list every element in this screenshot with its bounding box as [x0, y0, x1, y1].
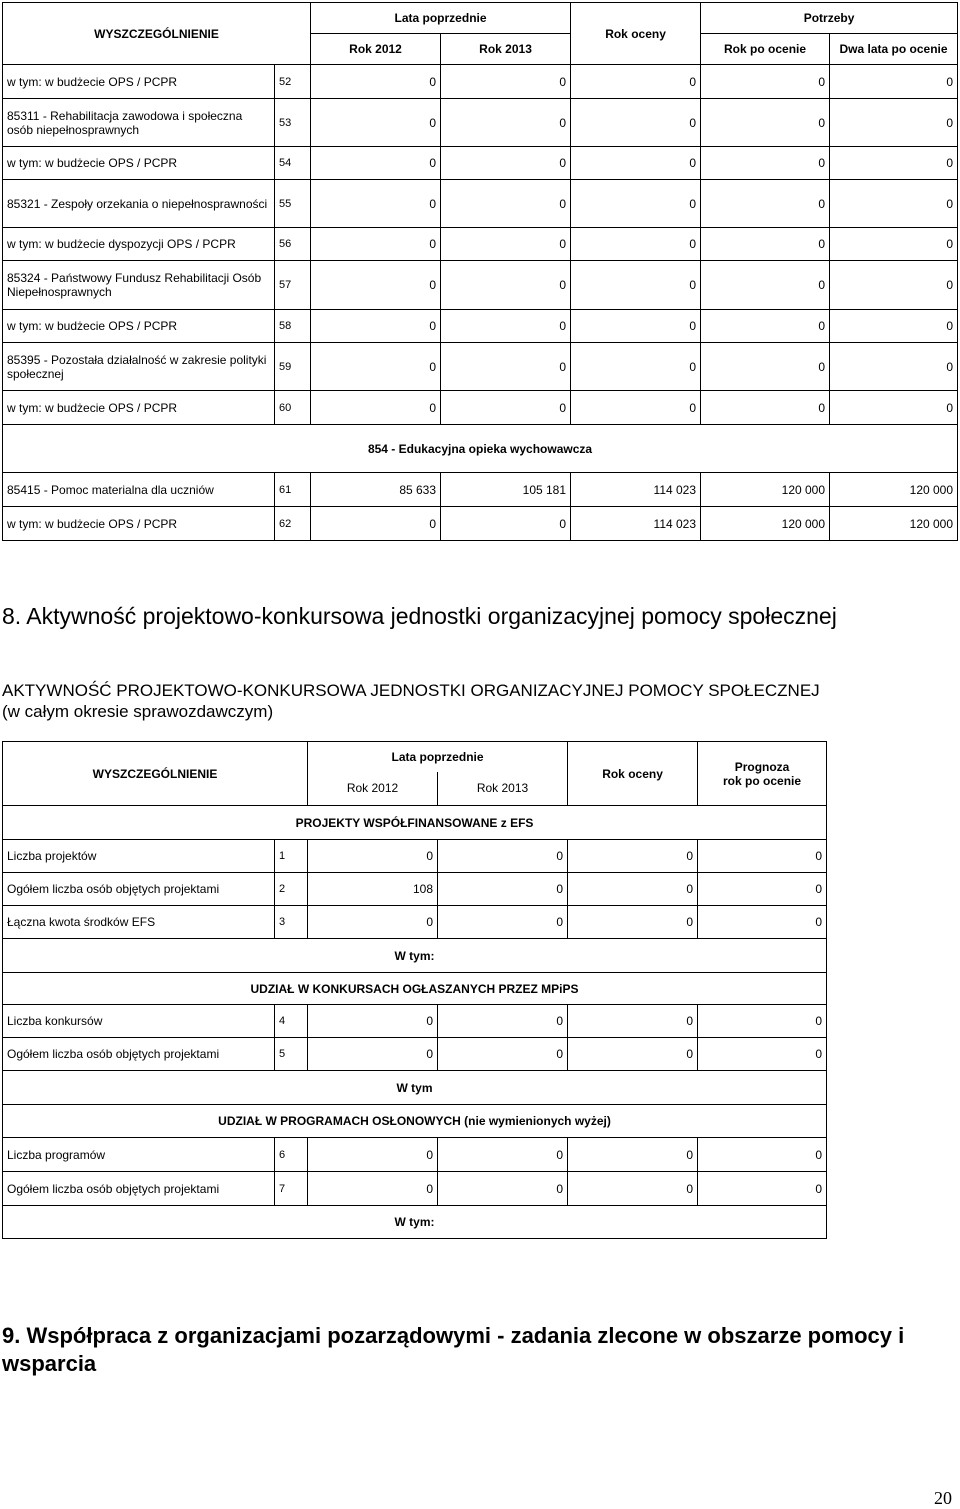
table-row: [3, 473, 958, 507]
t2-header-rok-2013: Rok 2013: [438, 772, 568, 806]
header-rok-2012: Rok 2012: [311, 34, 441, 65]
row-number: 7: [275, 1172, 308, 1206]
row-number: 4: [275, 1005, 308, 1038]
row-value: 0: [571, 261, 701, 310]
row-value: 0: [308, 906, 438, 939]
section-mpips-header: UDZIAŁ W KONKURSACH OGŁASZANYCH PRZEZ MPiPS: [3, 973, 827, 1005]
w-tym-row: W tym:: [3, 939, 827, 973]
row-value: 0: [571, 391, 701, 425]
row-number: 62: [275, 507, 311, 541]
w-tym-row: W tym:: [3, 1206, 827, 1239]
row-value: 0: [571, 180, 701, 228]
row-number: 54: [275, 147, 311, 180]
row-value: 0: [311, 310, 441, 343]
row-label: w tym: w budżecie OPS / PCPR: [3, 507, 275, 541]
section-854-header: 854 - Edukacyjna opieka wychowawcza: [3, 425, 958, 473]
w-tym-row: W tym: [3, 1071, 827, 1105]
row-value: 0: [568, 1172, 698, 1206]
row-number: 59: [275, 343, 311, 391]
section-row: [3, 425, 958, 473]
row-value: 0: [698, 1172, 827, 1206]
header-prev-years: Lata poprzednie: [311, 3, 571, 34]
section-8-subtitle: [2, 680, 820, 722]
section-row: [3, 973, 827, 1005]
row-value: 0: [571, 147, 701, 180]
row-value: 0: [438, 1138, 568, 1172]
row-label: w tym: w budżecie OPS / PCPR: [3, 147, 275, 180]
header-rok-2013: Rok 2013: [441, 34, 571, 65]
table-row: [3, 261, 958, 310]
row-value: 0: [441, 99, 571, 147]
row-label: Łączna kwota środków EFS: [3, 906, 275, 939]
section-osl-header: UDZIAŁ W PROGRAMACH OSŁONOWYCH (nie wymienionych wyżej): [3, 1105, 827, 1138]
section-row: [3, 1206, 827, 1239]
row-value: 0: [311, 180, 441, 228]
row-number: 58: [275, 310, 311, 343]
subtitle-line-1: AKTYWNOŚĆ PROJEKTOWO-KONKURSOWA JEDNOSTKI ORGANIZACYJNEJ POMOCY SPOŁECZNEJ: [2, 681, 820, 700]
row-value: 105 181: [441, 473, 571, 507]
t2-header-rok-2012: Rok 2012: [308, 772, 438, 806]
t2-header-prognoza: [698, 742, 827, 806]
table-row: [3, 391, 958, 425]
row-value: 0: [438, 1172, 568, 1206]
row-label: Liczba programów: [3, 1138, 275, 1172]
row-label: Liczba projektów: [3, 840, 275, 873]
row-value: 0: [571, 99, 701, 147]
section-8-title: 8. Aktywność projektowo-konkursowa jednostki organizacyjnej pomocy społecznej: [2, 603, 837, 629]
row-value: 0: [701, 391, 830, 425]
row-value: 0: [438, 840, 568, 873]
row-value: 0: [441, 310, 571, 343]
table-row: [3, 343, 958, 391]
row-value: 0: [830, 310, 958, 343]
row-value: 108: [308, 873, 438, 906]
t2-header-spec: WYSZCZEGÓLNIENIE: [3, 742, 308, 806]
header-rok-po-ocenie: Rok po ocenie: [701, 34, 830, 65]
row-value: 0: [311, 391, 441, 425]
section-row: [3, 939, 827, 973]
header-dwa-lata: Dwa lata po ocenie: [830, 34, 958, 65]
section-efs-header: PROJEKTY WSPÓŁFINANSOWANE z EFS: [3, 806, 827, 840]
t2-header-rok-oceny: Rok oceny: [568, 742, 698, 806]
row-value: 0: [830, 65, 958, 99]
row-label: 85415 - Pomoc materialna dla uczniów: [3, 473, 275, 507]
row-value: 114 023: [571, 507, 701, 541]
row-value: 0: [830, 180, 958, 228]
row-value: 120 000: [701, 473, 830, 507]
row-number: 1: [275, 840, 308, 873]
row-value: 0: [438, 1005, 568, 1038]
row-value: 0: [698, 873, 827, 906]
row-value: 0: [571, 65, 701, 99]
row-value: 0: [308, 1038, 438, 1071]
row-value: 85 633: [311, 473, 441, 507]
row-value: 0: [568, 1038, 698, 1071]
row-number: 52: [275, 65, 311, 99]
row-value: 0: [568, 873, 698, 906]
row-value: 0: [311, 343, 441, 391]
row-label: 85395 - Pozostała działalność w zakresie polityki społecznej: [3, 343, 275, 391]
header-spec: WYSZCZEGÓLNIENIE: [3, 3, 311, 65]
row-label: 85324 - Państwowy Fundusz Rehabilitacji Osób Niepełnosprawnych: [3, 261, 275, 310]
row-value: 0: [441, 343, 571, 391]
row-value: 0: [311, 507, 441, 541]
row-value: 0: [308, 1172, 438, 1206]
row-value: 0: [311, 228, 441, 261]
row-value: 120 000: [830, 507, 958, 541]
row-value: 0: [698, 1005, 827, 1038]
table-row: [3, 906, 827, 939]
row-value: 120 000: [701, 507, 830, 541]
row-number: 56: [275, 228, 311, 261]
row-value: 0: [568, 840, 698, 873]
table-row: [3, 507, 958, 541]
page-number: 20: [934, 1488, 952, 1508]
row-value: 0: [698, 906, 827, 939]
row-value: 0: [441, 65, 571, 99]
prognoza-sub-label: rok po ocenie: [723, 773, 802, 788]
row-label: w tym: w budżecie dyspozycji OPS / PCPR: [3, 228, 275, 261]
row-value: 0: [568, 1138, 698, 1172]
row-value: 0: [441, 261, 571, 310]
row-number: 6: [275, 1138, 308, 1172]
table-row: [3, 65, 958, 99]
row-label: Ogółem liczba osób objętych projektami: [3, 1038, 275, 1071]
table-row: [3, 1005, 827, 1038]
row-value: 0: [701, 228, 830, 261]
row-value: 0: [830, 261, 958, 310]
table-row: [3, 840, 827, 873]
row-value: 0: [438, 873, 568, 906]
table-row: [3, 873, 827, 906]
row-label: w tym: w budżecie OPS / PCPR: [3, 310, 275, 343]
table-row: [3, 147, 958, 180]
table-row: [3, 1038, 827, 1071]
row-value: 0: [701, 99, 830, 147]
row-value: 0: [830, 391, 958, 425]
table-row: [3, 310, 958, 343]
row-value: 0: [311, 99, 441, 147]
section-row: [3, 806, 827, 840]
row-label: Liczba konkursów: [3, 1005, 275, 1038]
prognoza-label: Prognoza: [734, 759, 790, 774]
row-value: 0: [568, 1005, 698, 1038]
needs-table: [2, 2, 958, 541]
row-label: Ogółem liczba osób objętych projektami: [3, 873, 275, 906]
row-number: 60: [275, 391, 311, 425]
row-value: 0: [311, 65, 441, 99]
row-number: 61: [275, 473, 311, 507]
section-row: [3, 1071, 827, 1105]
row-value: 0: [571, 310, 701, 343]
row-value: 0: [701, 310, 830, 343]
row-value: 0: [441, 180, 571, 228]
row-value: 0: [441, 391, 571, 425]
row-number: 3: [275, 906, 308, 939]
row-value: 0: [698, 1138, 827, 1172]
row-value: 0: [441, 147, 571, 180]
row-label: w tym: w budżecie OPS / PCPR: [3, 391, 275, 425]
row-value: 0: [830, 99, 958, 147]
table-row: [3, 99, 958, 147]
t2-header-prev-years: Lata poprzednie: [308, 742, 568, 772]
row-value: 0: [438, 1038, 568, 1071]
row-value: 0: [438, 906, 568, 939]
row-label: 85311 - Rehabilitacja zawodowa i społeczna osób niepełnosprawnych: [3, 99, 275, 147]
project-activity-table: [2, 741, 827, 1239]
row-value: 0: [308, 840, 438, 873]
row-number: 5: [275, 1038, 308, 1071]
row-value: 0: [701, 65, 830, 99]
row-value: 0: [701, 180, 830, 228]
section-row: [3, 1105, 827, 1138]
row-value: 0: [568, 906, 698, 939]
subtitle-line-2: (w całym okresie sprawozdawczym): [2, 702, 274, 721]
row-label: w tym: w budżecie OPS / PCPR: [3, 65, 275, 99]
row-value: 0: [698, 1038, 827, 1071]
row-value: 0: [830, 228, 958, 261]
row-value: 0: [698, 840, 827, 873]
header-rok-oceny: Rok oceny: [571, 3, 701, 65]
row-number: 2: [275, 873, 308, 906]
row-value: 0: [830, 147, 958, 180]
row-number: 55: [275, 180, 311, 228]
row-value: 0: [311, 147, 441, 180]
row-value: 120 000: [830, 473, 958, 507]
row-value: 0: [701, 261, 830, 310]
row-value: 0: [701, 343, 830, 391]
row-number: 57: [275, 261, 311, 310]
row-value: 114 023: [571, 473, 701, 507]
table-row: [3, 180, 958, 228]
row-value: 0: [311, 261, 441, 310]
section-9-title: 9. Współpraca z organizacjami pozarządowymi - zadania zlecone w obszarze pomocy i wsparcia: [2, 1323, 905, 1376]
row-value: 0: [830, 343, 958, 391]
row-label: Ogółem liczba osób objętych projektami: [3, 1172, 275, 1206]
header-potrzeby: Potrzeby: [701, 3, 958, 34]
row-value: 0: [308, 1138, 438, 1172]
row-value: 0: [308, 1005, 438, 1038]
row-value: 0: [441, 507, 571, 541]
row-label: 85321 - Zespoły orzekania o niepełnosprawności: [3, 180, 275, 228]
row-value: 0: [571, 228, 701, 261]
row-value: 0: [701, 147, 830, 180]
row-value: 0: [571, 343, 701, 391]
table-row: [3, 228, 958, 261]
table-row: [3, 1172, 827, 1206]
row-number: 53: [275, 99, 311, 147]
row-value: 0: [441, 228, 571, 261]
table-row: [3, 1138, 827, 1172]
